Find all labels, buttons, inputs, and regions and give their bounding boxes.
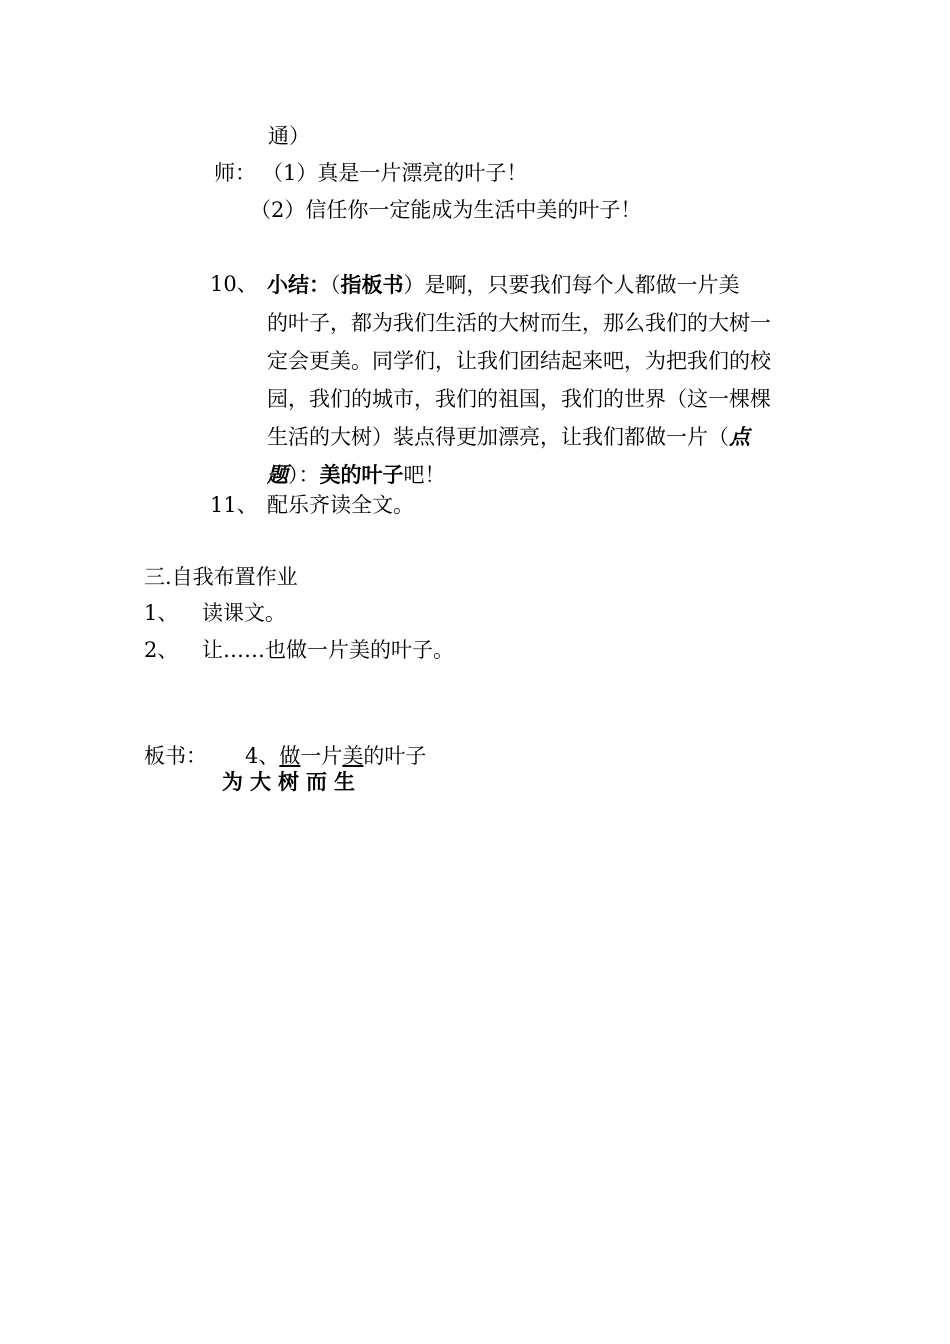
item-10-paragraph xyxy=(267,266,807,494)
board-word-do: 做 xyxy=(279,744,301,768)
homework-1-text: 读课文。 xyxy=(202,601,286,625)
teacher-line-2: （2）信任你一定能成为生活中美的叶子！ xyxy=(250,198,642,222)
item-10-line-4: 园，我们的城市，我们的祖国，我们的世界（这一棵棵 xyxy=(267,387,771,411)
beautiful-leaf-bold: 美的叶子 xyxy=(319,463,404,487)
board-subtitle: 为大树而生 xyxy=(222,770,362,794)
line-1-rest: 是啊，只要我们每个人都做一片美 xyxy=(424,273,740,297)
board-note: 指板书 xyxy=(340,273,404,297)
summary-label: 小结： xyxy=(267,273,330,297)
item-11-number: 11、 xyxy=(210,493,258,517)
board-word-leaf: 的叶子 xyxy=(363,744,427,768)
teacher-label: 师： xyxy=(214,161,256,185)
homework-2-text: 让……也做一片美的叶子。 xyxy=(202,638,454,662)
point-title-b: 题 xyxy=(267,463,288,487)
board-title xyxy=(245,746,426,767)
teacher-line-1: （1）真是一片漂亮的叶子！ xyxy=(262,161,528,185)
homework-2-number: 2、 xyxy=(144,638,179,662)
line-5-text: 生活的大树）装点得更加漂亮，让我们都做一片（ xyxy=(267,425,729,449)
line-6-mid: ）： xyxy=(288,463,320,487)
board-label: 板书： xyxy=(144,744,207,768)
paren-close: ） xyxy=(403,273,425,297)
paren-open: （ xyxy=(330,273,341,297)
item-10-line-5 xyxy=(267,418,807,456)
line-6-end: 吧！ xyxy=(403,463,446,487)
homework-1-number: 1、 xyxy=(144,601,179,625)
section-3-heading: 三.自我布置作业 xyxy=(144,565,298,589)
item-10-line-2: 的叶子，都为我们生活的大树而生，那么我们的大树一 xyxy=(267,311,771,335)
item-10-number: 10、 xyxy=(210,272,258,296)
board-number: 4、 xyxy=(245,744,280,768)
item-11-text: 配乐齐读全文。 xyxy=(267,493,414,517)
continuation-text: 通） xyxy=(268,124,310,148)
item-10-line-3: 定会更美。同学们，让我们团结起来吧，为把我们的校 xyxy=(267,349,771,373)
board-word-beautiful: 美 xyxy=(342,744,364,768)
point-title-a: 点 xyxy=(729,425,750,449)
item-10-line-6 xyxy=(267,456,807,494)
item-10-line-1 xyxy=(267,266,807,304)
board-word-one-piece: 一片 xyxy=(300,744,343,768)
